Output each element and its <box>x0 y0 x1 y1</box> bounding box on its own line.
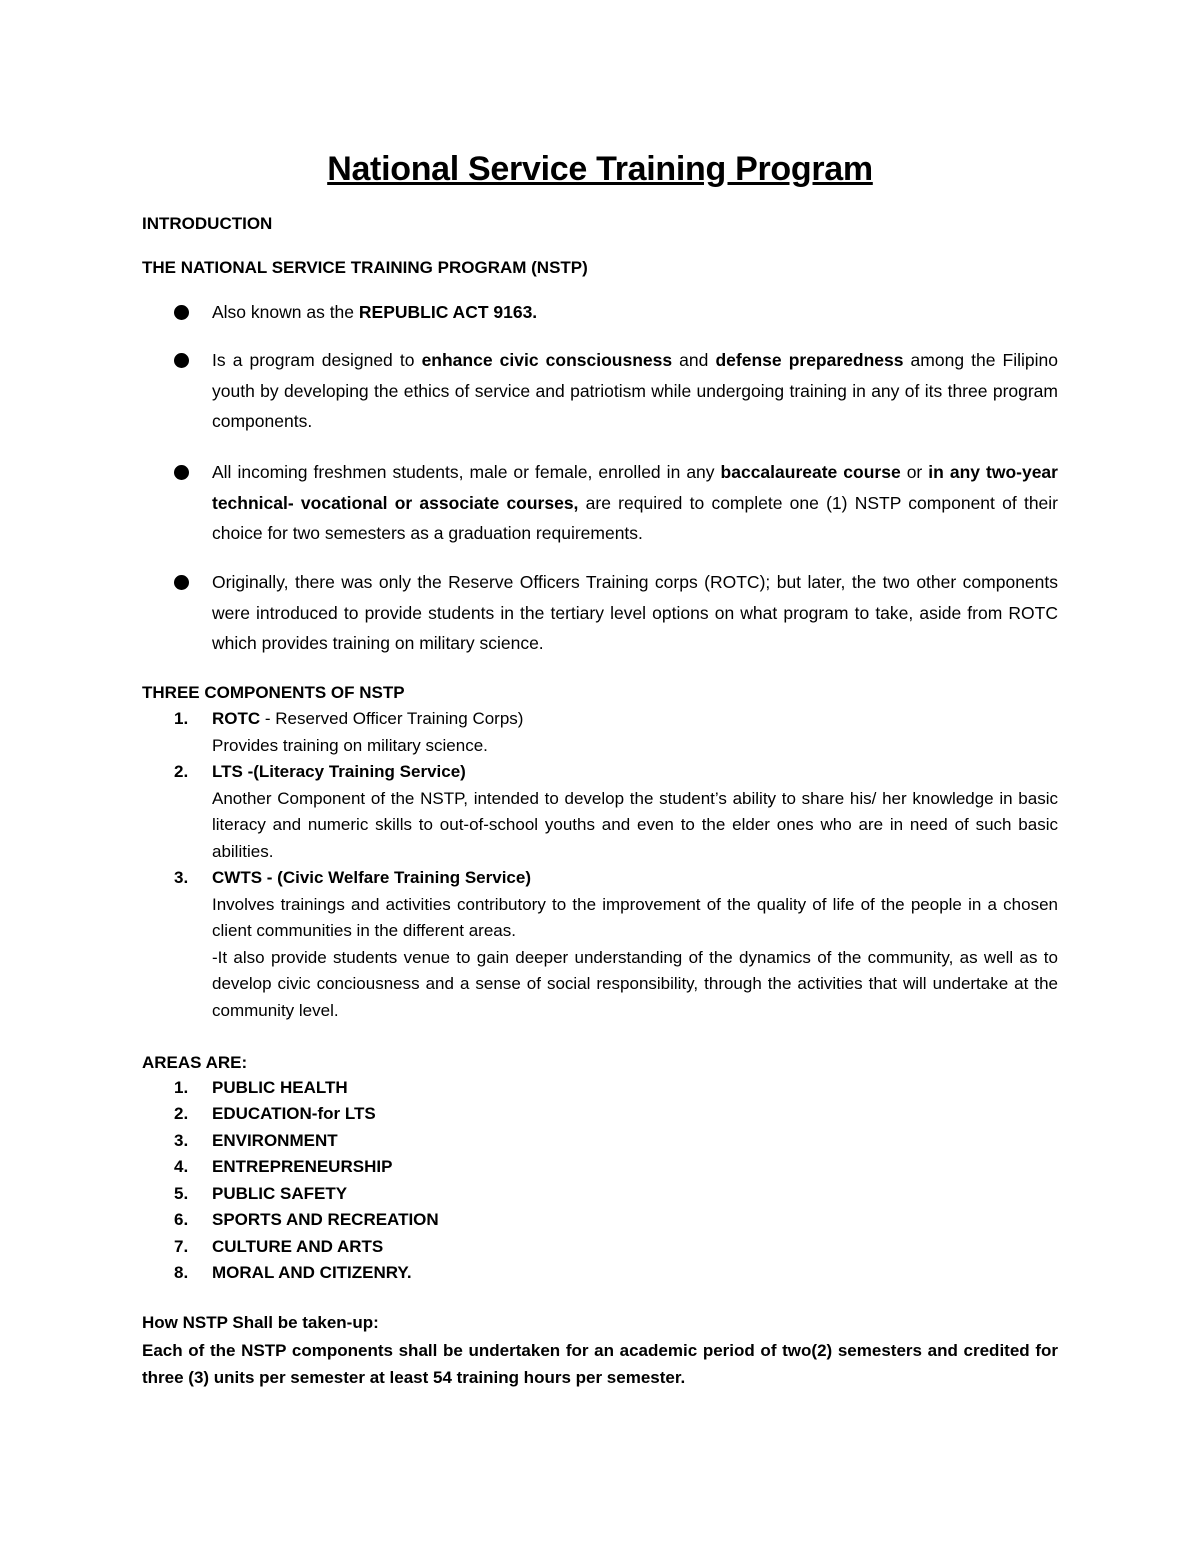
area-item: 4. ENTREPRENEURSHIP <box>174 1157 393 1176</box>
component-name: ROTC <box>212 709 261 728</box>
areas-heading: AREAS ARE: <box>142 1053 248 1072</box>
component-item <box>174 865 1058 1024</box>
component-name-rest: - Reserved Officer Training Corps) <box>260 709 524 728</box>
component-name: LTS -(Literacy Training Service) <box>212 762 466 781</box>
area-item: 6. SPORTS AND RECREATION <box>174 1210 439 1229</box>
component-item <box>174 706 1058 759</box>
bullet-dot-icon <box>174 305 189 320</box>
bullet-text: All incoming freshmen students, male or female, enrolled in any baccalaureate course or in any two-year technical- vocational or associate courses, are required to complete one (1) NSTP component of their choice for two semesters as a graduation requirements. <box>212 462 1058 543</box>
how-text: Each of the NSTP components shall be undertaken for an academic period of two(2) semesters and credited for three (3) units per semester at least 54 training hours per semester. <box>142 1341 1058 1387</box>
how-heading: How NSTP Shall be taken-up: <box>142 1313 379 1332</box>
nstp-heading: THE NATIONAL SERVICE TRAINING PROGRAM (NSTP) <box>142 258 588 277</box>
component-item <box>174 759 1058 865</box>
bullet-dot-icon <box>174 575 189 590</box>
component-description: -It also provide students venue to gain deeper understanding of the dynamics of the community, as well as to develop civic conciousness and a sense of social responsibility, through the activities that will undertake at the community level. <box>212 947 1058 1020</box>
bullet-text: Also known as the REPUBLIC ACT 9163. <box>212 302 538 322</box>
component-description: Involves trainings and activities contributory to the improvement of the quality of life of the people in a chosen client communities in the different areas. <box>212 894 1058 940</box>
area-item: 7. CULTURE AND ARTS <box>174 1237 384 1256</box>
area-item: 1. PUBLIC HEALTH <box>174 1078 348 1097</box>
introduction-heading: INTRODUCTION <box>142 214 273 233</box>
component-description: Provides training on military science. <box>212 735 488 755</box>
component-number: 3. <box>174 868 189 887</box>
bullet-text: Originally, there was only the Reserve Officers Training corps (ROTC); but later, the two other components were introduced to provide students in the tertiary level options on what program to take, aside from ROTC which provides training on military science. <box>212 572 1058 653</box>
bullet-dot-icon <box>174 353 189 368</box>
bullet-item <box>174 297 1058 328</box>
component-name: CWTS - (Civic Welfare Training Service) <box>212 868 531 887</box>
area-item: 5. PUBLIC SAFETY <box>174 1184 348 1203</box>
components-heading: THREE COMPONENTS OF NSTP <box>142 683 405 702</box>
area-item: 3. ENVIRONMENT <box>174 1131 338 1150</box>
component-number: 2. <box>174 762 189 781</box>
page-title: National Service Training Program <box>327 150 873 188</box>
component-number: 1. <box>174 709 189 728</box>
bullet-text: Is a program designed to enhance civic consciousness and defense preparedness among the Filipino youth by developing the ethics of service and patriotism while undergoing training in any of its three program components. <box>212 350 1058 431</box>
bullet-item <box>174 457 1058 549</box>
area-item: 8. MORAL AND CITIZENRY. <box>174 1263 412 1282</box>
component-description: Another Component of the NSTP, intended to develop the student’s ability to share his/ her knowledge in basic literacy and numeric skills to out-of-school youths and even to the elder ones who are in need of such basic abilities. <box>212 788 1058 861</box>
bullet-item <box>174 567 1058 659</box>
area-item: 2. EDUCATION-for LTS <box>174 1104 376 1123</box>
bullet-dot-icon <box>174 465 189 480</box>
bullet-item <box>174 345 1058 437</box>
